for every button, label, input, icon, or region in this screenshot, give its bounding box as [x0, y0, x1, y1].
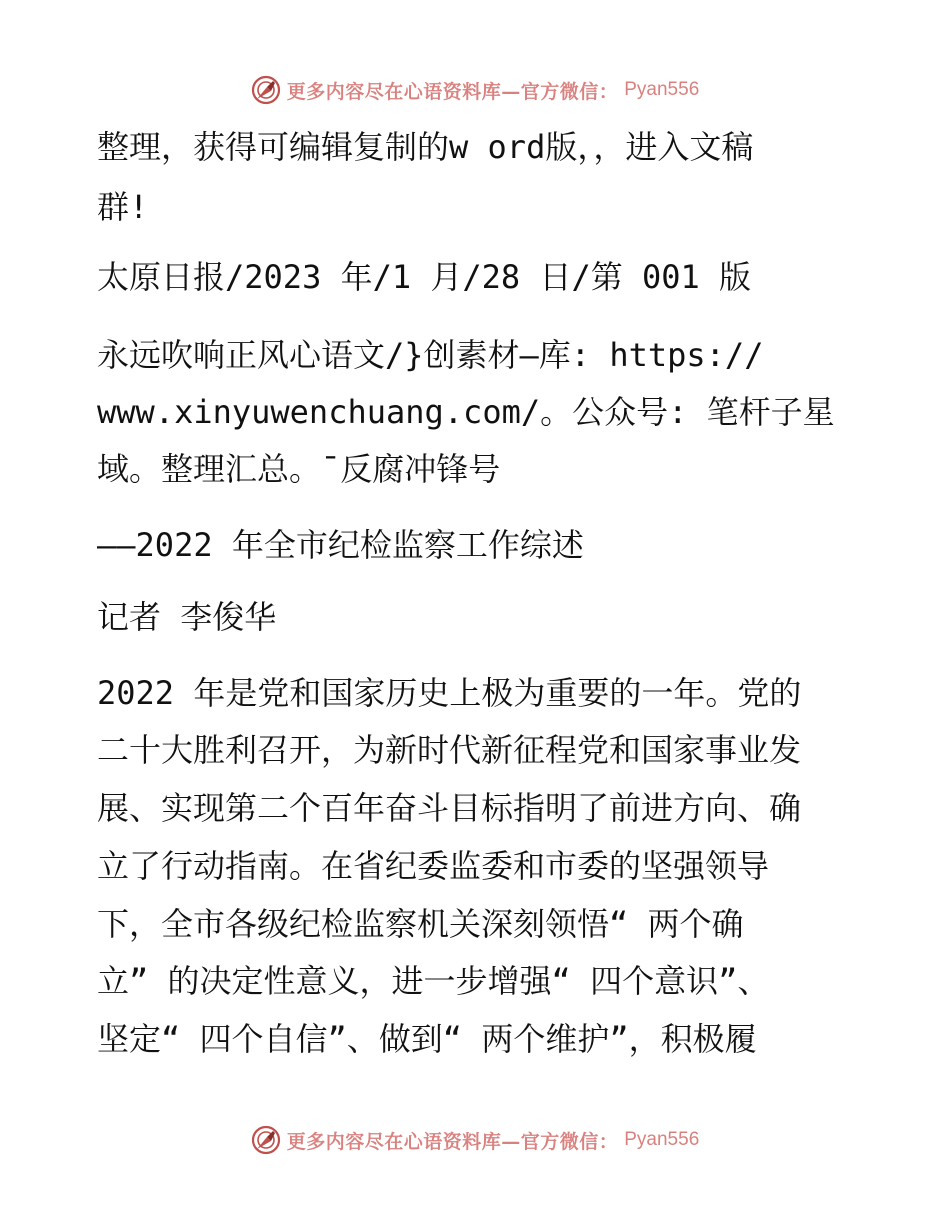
byline: 记者 李俊华 [97, 598, 277, 636]
text-line: 立” 的决定性意义，进一步增强“ 四个意识”、 [97, 962, 770, 1000]
text-line: 2022 年是党和国家历史上极为重要的一年。党的 [97, 674, 802, 712]
text-line: ——2022 年全市纪检监察工作综述 [97, 526, 584, 564]
text-line: 二十大胜利召开，为新时代新征程党和国家事业发 [97, 731, 802, 769]
text-line: 立了行动指南。在省纪委监委和市委的坚强领导 [97, 847, 770, 885]
text-line: 域。整理汇总。¯反腐冲锋号 [97, 450, 501, 488]
pen-nib-logo-icon [251, 1125, 281, 1155]
text-line: 群! [97, 188, 149, 226]
text-line: 整理，获得可编辑复制的w ord版，，进入文稿 [97, 128, 754, 166]
text-line: 永远吹响正风心语文/}创素材—库: https:// [97, 336, 764, 374]
text-line: 坚定“ 四个自信”、做到“ 两个维护”，积极履 [97, 1020, 757, 1058]
text-line: 太原日报/2023 年/1 月/28 日/第 001 版 [97, 258, 752, 296]
watermark-handle: Pyan556 [624, 79, 700, 100]
text-line: www.xinyuwenchuang.com/。公众号: 笔杆子星 [97, 393, 835, 431]
watermark-text: 更多内容尽在心语资料库—官方微信： [286, 1130, 619, 1153]
watermark-handle: Pyan556 [624, 1129, 700, 1150]
footer-watermark [0, 1120, 950, 1160]
text-line: 下，全市各级纪检监察机关深刻领悟“ 两个确 [97, 905, 744, 943]
watermark-text: 更多内容尽在心语资料库—官方微信： [286, 80, 619, 103]
text-line: 展、实现第二个百年奋斗目标指明了前进方向、确 [97, 789, 802, 827]
